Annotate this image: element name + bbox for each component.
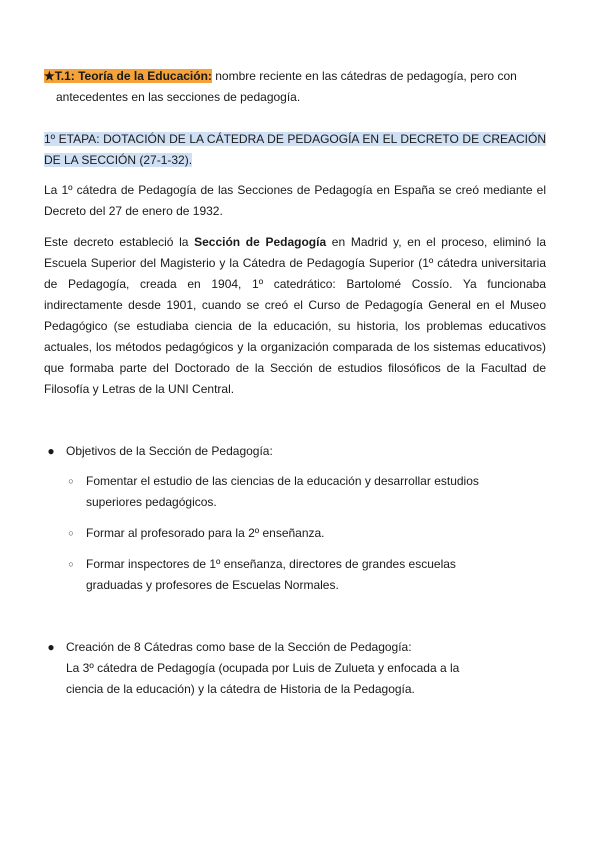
- objective-text: Formar inspectores de 1º enseñanza, directores de grandes escuelas graduadas y profesores de Escuelas Normales.: [86, 557, 456, 592]
- topic-text: nombre reciente en las cátedras de pedagogía, pero con antecedentes en las secciones de pedagogía.: [56, 69, 517, 104]
- topic-label: T.1: Teoría de la Educación:: [54, 69, 212, 83]
- list-item-objective-1: [66, 471, 506, 513]
- stage-heading: [44, 129, 546, 171]
- circle-bullet-icon: ○: [68, 528, 74, 538]
- bullet-icon: ●: [47, 444, 55, 458]
- bullet-icon: ●: [47, 640, 55, 654]
- paragraph-decree: La 1º cátedra de Pedagogía de las Secciones de Pedagogía en España se creó mediante el Decreto del 27 de enero de 1932.: [44, 183, 546, 218]
- star-icon: ★: [44, 69, 55, 83]
- chairs-title: Creación de 8 Cátedras como base de la Sección de Pedagogía:: [66, 640, 412, 654]
- objective-text: Fomentar el estudio de las ciencias de la educación y desarrollar estudios superiores pedagógicos.: [86, 474, 479, 509]
- circle-bullet-icon: ○: [68, 476, 74, 486]
- topic-highlight: [44, 69, 212, 83]
- circle-bullet-icon: ○: [68, 559, 74, 569]
- paragraph-section-before: Este decreto estableció la: [44, 235, 195, 249]
- objective-text: Formar al profesorado para la 2º enseñanza.: [86, 526, 325, 540]
- chairs-content: [66, 637, 486, 700]
- list-item-objective-3: [66, 554, 506, 596]
- list-item-objectives: [44, 441, 544, 462]
- paragraph-section: [44, 232, 546, 400]
- paragraph-section-after: en Madrid y, en el proceso, eliminó la Escuela Superior del Magisterio y la Cátedra de Pedagogía Superior (1º cátedra universitaria de Pedagogía, creada en 1904, 1º catedrático: Bartolomé Cossío. Ya funcionaba indirectamente desde 1901, cuando se creó el Curso de Pedagogía General en el Museo Pedagógico (se estudiaba ciencia de la educación, su historia, los problemas educativos actuales, los métodos pedagógicos y la organización comparada de los sistemas educativos) que formaba parte del Doctorado de la Sección de estudios filosóficos de la Facultad de Filosofía y Letras de la UNI Central.: [44, 235, 547, 396]
- list-item-chairs: [44, 637, 544, 700]
- topic-paragraph: [44, 66, 558, 108]
- list-item-objective-2: [66, 523, 506, 544]
- chairs-text: La 3º cátedra de Pedagogía (ocupada por Luis de Zulueta y enfocada a la ciencia de la educación) y la cátedra de Historia de la Pedagogía.: [66, 661, 460, 696]
- objectives-title: Objetivos de la Sección de Pedagogía:: [66, 444, 273, 458]
- paragraph-section-bold: Sección de Pedagogía: [194, 235, 327, 249]
- stage-heading-text: 1º ETAPA: DOTACIÓN DE LA CÁTEDRA DE PEDAGOGÍA EN EL DECRETO DE CREACIÓN DE LA SECCIÓN (27-1-32).: [44, 132, 546, 167]
